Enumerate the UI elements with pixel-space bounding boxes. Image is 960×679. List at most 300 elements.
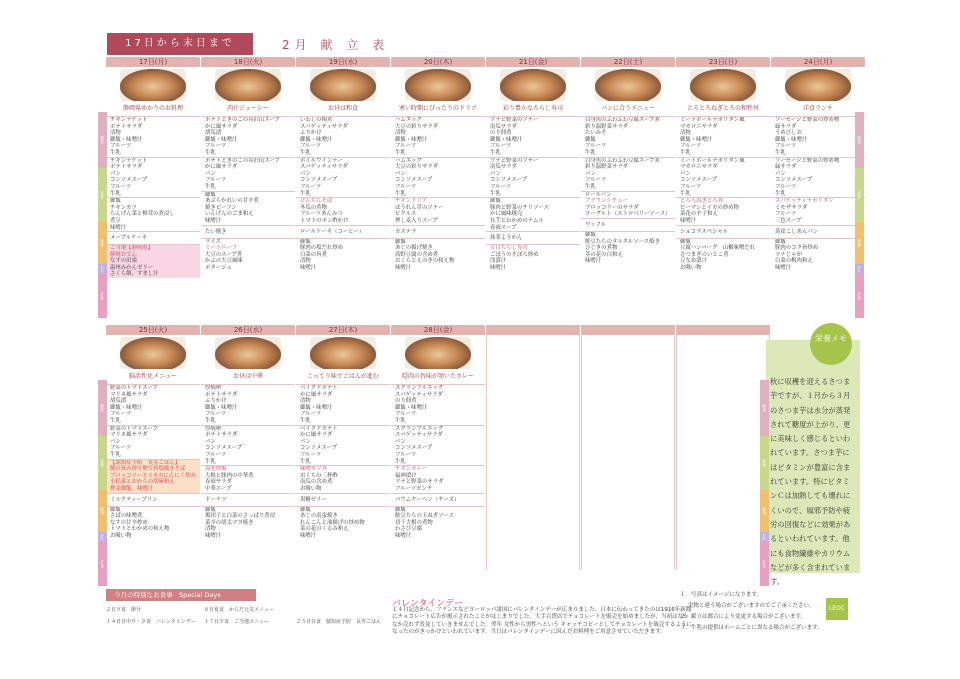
- dish-title: こってり味でごはんが進む: [307, 373, 379, 380]
- dish-title: とろとろねぎとろの和牲丼: [686, 105, 759, 112]
- menu-item: 味噌汁: [395, 264, 412, 271]
- special-day-3: １４日日中ウ・夕食 バレンタインデー: [106, 619, 196, 625]
- menu-item: 鶏団子と白菜のさっぱり煮浸: [205, 513, 276, 520]
- menu-item: かに風サラダ: [300, 432, 333, 439]
- menu-item: 牛乳: [680, 149, 691, 156]
- menu-item: パン: [205, 170, 216, 177]
- menu-item: 味噌汁: [395, 532, 412, 539]
- menu-item: フルーツ: [395, 143, 417, 150]
- meal-breakfast: [676, 116, 770, 157]
- menu-item: パン: [775, 170, 786, 177]
- meal-snack: [201, 493, 295, 506]
- menu-item: 南瓜の含め煮: [300, 479, 333, 486]
- menu-item: れんこんと油揚げの炒め物: [300, 519, 365, 526]
- dish-title: 肉汁ジューシー: [227, 105, 269, 112]
- day-date: 26日(水): [201, 325, 295, 335]
- menu-item: 三色スープ: [775, 217, 802, 224]
- day-date: 20日(木): [391, 57, 485, 67]
- menu-item: コンソメスープ: [775, 177, 813, 184]
- empty-day-column: [486, 325, 580, 570]
- special-day-1: ２日夕食 節分: [106, 607, 142, 613]
- meal-side-label: 夕食: [760, 542, 769, 586]
- menu-item: ヨーグルト（ストロベリーソース）: [585, 211, 671, 218]
- menu-item: 菜花の辛子和え: [680, 211, 718, 218]
- menu-item: ポテトサラダ: [205, 391, 238, 398]
- menu-item: けんちんそば: [300, 198, 333, 205]
- menu-item: マカロニサラダ: [680, 164, 718, 171]
- menu-item: ポテトサラダ: [205, 432, 238, 439]
- menu-item: 南瓜サラダ: [490, 123, 517, 130]
- menu-item: フルーツ: [300, 143, 322, 150]
- menu-item: 切干大根の煮物: [395, 519, 433, 526]
- menu-item: バウムクーヘン（チーズ）: [395, 496, 460, 503]
- menu-item: 御飯・味噌汁: [300, 136, 333, 143]
- dish-photo: [595, 69, 661, 101]
- menu-item: 長芋とわかめのナムル: [490, 217, 544, 224]
- menu-item: 牛乳: [490, 190, 501, 197]
- meal-snack: [771, 225, 865, 238]
- menu-item: かぶの大豆風味: [205, 258, 243, 265]
- meal-lunch: [771, 157, 865, 198]
- special-day-2: ８日夏食 からだ元気メニュー: [204, 607, 275, 613]
- menu-item: 牛乳: [585, 149, 596, 156]
- menu-item: ポテトときのこの具沢山スープ: [205, 117, 280, 123]
- menu-item: パン: [490, 170, 501, 177]
- menu-item: かに風サラダ: [205, 123, 238, 130]
- meal-side-label: 昼食: [855, 222, 864, 264]
- meal-breakfast: [771, 116, 865, 157]
- menu-item: さばの味噌煮: [110, 513, 143, 520]
- menu-item: 彩り温野菜サラダ: [585, 123, 629, 130]
- menu-item: ボイルウインナー: [300, 157, 343, 164]
- menu-item: 焼きビーフン: [205, 204, 237, 211]
- menu-item: ツナと野菜のサラダ: [395, 479, 444, 486]
- menu-item: ハムエッグ: [395, 117, 422, 123]
- dish-photo: [120, 69, 186, 101]
- menu-item: 味噌汁: [300, 532, 317, 539]
- meal-lunch: [676, 157, 770, 198]
- menu-item: 豆腐ハンバーグ 山椒味噌だれ: [680, 245, 756, 252]
- menu-item: 白身魚のふわふわ豆腐スープ煮: [585, 117, 660, 123]
- menu-item: 御飯: [300, 506, 311, 513]
- menu-item: フルーツ: [775, 211, 797, 218]
- menu-item: コンソメスープ: [205, 445, 243, 452]
- meal-supper: [296, 506, 390, 540]
- dish-photo: [310, 69, 376, 101]
- menu-item: ちんげん菜と椎茸の煮浸し: [110, 211, 175, 218]
- menu-item: 黒糖ゼリー: [300, 496, 327, 503]
- menu-item: パン: [205, 438, 216, 445]
- menu-item: 味噌カツ丼: [300, 466, 327, 473]
- menu-item: かに風サラダ: [205, 164, 238, 171]
- menu-item: コンソメスープ: [395, 445, 433, 452]
- day-column: [391, 325, 485, 539]
- menu-item: かに風サラダ: [300, 391, 333, 398]
- menu-item: あぶらかれいの甘辛煮: [205, 198, 259, 205]
- menu-item: ミートボールナポリタン風: [680, 117, 745, 123]
- menu-item: 御飯: [300, 238, 311, 245]
- meal-snack: [201, 225, 295, 238]
- menu-item: ブロッコリーとイカのにんにく炒め: [110, 472, 196, 479]
- menu-item: 御飯: [395, 506, 406, 513]
- menu-item: いんげんのごま和え: [205, 211, 254, 218]
- menu-item: マリネ風サラダ: [110, 432, 148, 439]
- dish-photo: [405, 337, 471, 369]
- menu-item: パン: [395, 438, 406, 445]
- meal-breakfast: [296, 384, 390, 425]
- empty-day-column: [676, 325, 770, 570]
- note-1: １．写真はイメージになります。: [680, 592, 762, 598]
- day-date: 24日(月): [771, 57, 865, 67]
- menu-item: スパゲッティナポリタン: [775, 198, 834, 205]
- menu-item: 豚肉のコク旨炒め: [775, 245, 819, 252]
- menu-item: 緑サラダ: [775, 123, 797, 130]
- menu-item: 牛乳: [585, 183, 596, 190]
- valentine-text: １４日記念から、フランスなどヨーロッパ諸国にバレンタインデーが広まりました。日本に伝わってきたのは1916年新聞にチョコレート広告が掲示されたことがはじまりでした。大手百貨店でチョコレートを販売を始めましたが、当初はなかなか売れず普及していきませんでした。翌年 女性から男性へという キャッチコピーとしてチョコレートを販売するようになったのがきっかけといわれています。当日はバレンタインデーに因んだお料理をご用意させていただきます。: [392, 607, 692, 636]
- day-date: 21日(金): [486, 57, 580, 67]
- menu-item: 牛乳: [395, 458, 406, 465]
- menu-item: フルーツ: [110, 411, 132, 418]
- menu-item: 牛乳: [775, 149, 786, 156]
- menu-item: ソーセージと野菜の炒め物: [775, 157, 840, 164]
- day-date: 23日(日): [676, 57, 770, 67]
- menu-item: フルーツ: [205, 177, 227, 184]
- menu-item: いわしの梅煮: [300, 117, 333, 123]
- meal-breakfast: [391, 384, 485, 425]
- menu-item: ベイクドポテト: [300, 425, 338, 432]
- menu-item: 豚肉と野菜のチリソース: [490, 204, 550, 211]
- menu-item: 御飯・味噌汁: [775, 136, 808, 143]
- note-1b: 実物と違う場合がございますのでご了承ください。: [688, 603, 815, 609]
- menu-item: 牛乳: [395, 149, 406, 156]
- menu-item: ピクルス: [395, 211, 417, 218]
- meal-breakfast: [486, 116, 580, 157]
- menu-item: 味噌汁: [680, 217, 697, 224]
- menu-item: 清物: [300, 258, 311, 265]
- day-date: 28日(金): [391, 325, 485, 335]
- dish-photo: [785, 69, 851, 101]
- menu-item: スパゲッティサラダ: [300, 123, 348, 130]
- menu-item: フルーツ: [300, 411, 322, 418]
- dish-photo: [215, 69, 281, 101]
- menu-item: トマトとわかめの和え物: [110, 526, 170, 533]
- menu-item: たいみそ: [585, 130, 607, 137]
- menu-item: ライス: [205, 238, 221, 245]
- menu-item: チキンカツ: [110, 204, 137, 211]
- menu-item: 中華スープ: [205, 485, 232, 492]
- meal-side-label: 昼食: [760, 490, 769, 532]
- dish-title: 隠肉の旨味が効いたカレー: [401, 373, 474, 380]
- menu-item: 鮭豆たらのタルタルソース焼き: [585, 238, 660, 245]
- menu-item: チキンカレー: [395, 466, 428, 473]
- menu-item: 御飯・味噌汁: [680, 136, 713, 143]
- menu-item: 清物: [205, 526, 216, 533]
- menu-item: 緑サラダ: [775, 164, 797, 171]
- menu-item: 牛乳: [300, 190, 311, 197]
- menu-item: パン: [110, 170, 121, 177]
- menu-item: トマトのポン酢かけ: [300, 217, 349, 224]
- menu-item: 胡瓜漬: [110, 398, 127, 405]
- meal-supper: [201, 506, 295, 540]
- day-date: 18日(火): [201, 57, 295, 67]
- meal-side-label: おやつ: [753, 533, 767, 541]
- meal-snack: [106, 231, 200, 244]
- dish-photo: [120, 337, 186, 369]
- meal-supper: [581, 231, 675, 265]
- meal-supper: [106, 244, 200, 278]
- menu-item: ロールケーキ（コーヒー）: [300, 228, 365, 235]
- meal-dinner: [676, 197, 770, 224]
- day-column: [676, 57, 770, 271]
- meal-dinner: [771, 197, 865, 224]
- meal-side-label: 昼食: [98, 436, 107, 490]
- menu-item: ミモザサラダ: [775, 204, 808, 211]
- menu-item: ソーセージと野菜の炒め物: [775, 117, 840, 123]
- meal-dinner: [106, 197, 200, 231]
- menu-item: 白菜の梅肉和え: [775, 258, 813, 265]
- menu-item: 御飯: [395, 238, 406, 245]
- menu-item: ふりかけ: [300, 130, 322, 137]
- menu-item: フルーツ: [300, 183, 322, 190]
- meal-snack: [296, 225, 390, 238]
- menu-item: ドーナツ: [205, 496, 227, 503]
- meal-supper: [201, 238, 295, 272]
- menu-item: 牛乳: [680, 190, 691, 197]
- menu-item: おくらの三杯酢: [300, 472, 338, 479]
- day-date: 19日(水): [296, 57, 390, 67]
- meal-breakfast: [391, 116, 485, 157]
- menu-item: フルーツ: [490, 143, 512, 150]
- menu-item: ひじきの煮物: [585, 245, 618, 252]
- day-date: 25日(火): [106, 325, 200, 335]
- menu-item: パン: [680, 170, 691, 177]
- menu-item: ポタージュ: [205, 264, 232, 271]
- meal-breakfast: [581, 116, 675, 157]
- menu-item: ごぼうのそぼろ炒め: [490, 251, 539, 258]
- menu-item: 御飯: [490, 198, 501, 205]
- menu-item: 牛乳: [395, 417, 406, 424]
- meal-snack: [296, 493, 390, 506]
- menu-item: パン: [300, 438, 311, 445]
- menu-item: さつまぎのいとこ煮: [680, 251, 729, 258]
- special-day-5: ２５日昼食 脳知症予防 長寿ごはん: [296, 619, 382, 625]
- meal-supper: [391, 238, 485, 272]
- menu-item: コンソメスープ: [300, 177, 338, 184]
- meal-supper: [676, 238, 770, 272]
- menu-item: ミートローフ: [205, 245, 238, 252]
- menu-item: 御飯: [680, 238, 691, 245]
- menu-item: ブロッコリーのサラダ: [585, 204, 639, 211]
- menu-item: 御飯: [585, 136, 596, 143]
- menu-item: 清物: [300, 398, 311, 405]
- menu-item: コンソメスープ: [110, 177, 148, 184]
- menu-item: スパゲッティサラダ: [395, 391, 443, 398]
- menu-item: 白身魚のふわふわ豆腐スープ煮: [585, 157, 660, 164]
- menu-item: うめびしお: [775, 130, 802, 137]
- menu-item: フルーツ: [490, 183, 512, 190]
- menu-item: 海老炒飯: [205, 466, 227, 473]
- menu-item: 味噌汁: [300, 264, 317, 271]
- menu-item: フルーツ: [775, 143, 797, 150]
- menu-item: フルーツあんみつ: [300, 211, 343, 218]
- dish-title: 静岡県ゆかりのお料理: [122, 105, 183, 112]
- meal-breakfast: [106, 384, 200, 425]
- meal-side-label: 朝食: [98, 112, 107, 168]
- menu-item: スクランブルエッグ: [395, 385, 444, 391]
- menu-item: 菜辛の胡太マヨ焼き: [205, 519, 254, 526]
- dish-title: 彩り豊かなちらし寿司: [502, 105, 563, 112]
- meal-lunch: [106, 157, 200, 198]
- menu-item: 小松菜とおからの胡麻和え: [110, 479, 175, 486]
- menu-item: コンソメスープ: [300, 445, 338, 452]
- menu-item: わさび豆腐: [395, 526, 422, 533]
- dish-title: お昼は和食: [327, 105, 358, 112]
- menu-item: ほうれん草のソテー: [395, 204, 444, 211]
- menu-item: かに風味焼売: [490, 211, 523, 218]
- menu-item: 御飯: [585, 231, 596, 238]
- menu-item: 御飯・味噌汁: [300, 404, 333, 411]
- meal-snack: [676, 225, 770, 238]
- meal-side-label: 昼食: [98, 222, 107, 264]
- menu-item: 春雨サラダ: [205, 479, 232, 486]
- meal-snack: [581, 218, 675, 231]
- menu-item: 【認知症予防 長寿ごはん】: [110, 459, 181, 466]
- meal-breakfast: [201, 116, 295, 157]
- menu-item: 静岡おでん: [110, 251, 137, 258]
- meal-supper: [296, 238, 390, 272]
- menu-item: のり佃煮: [395, 398, 417, 405]
- meal-side-label: 夕食: [855, 274, 864, 318]
- note-3: ３．牛乳の提供はホームごとに異なる場合がございます。: [680, 625, 823, 631]
- menu-item: 御飯・味噌汁: [395, 404, 428, 411]
- menu-item: 鮭豆たらの玉ねぎソース: [395, 513, 455, 520]
- menu-item: チキンナゲット: [110, 117, 148, 123]
- menu-item: フルーツ: [585, 177, 607, 184]
- meal-side-label: 昼食: [855, 168, 864, 222]
- meal-lunch: [201, 157, 295, 191]
- meal-lunch: [106, 425, 200, 459]
- menu-item: 味噌汁: [585, 258, 602, 265]
- menu-item: パン: [300, 170, 311, 177]
- dish-title: お昼は中華: [232, 373, 263, 380]
- meal-dinner: [391, 197, 485, 224]
- menu-item: 大豆のスープ煮: [205, 251, 243, 258]
- menu-item: 彩り温野菜サラダ: [585, 164, 629, 171]
- menu-item: 冬瓜の煮物: [300, 204, 327, 211]
- menu-item: お吸い物: [110, 532, 132, 539]
- day-column: [296, 325, 390, 539]
- meal-side-label: 朝食: [98, 380, 107, 436]
- menu-item: ポテトサラダ: [110, 164, 143, 171]
- menu-item: 抹茶ようかん: [490, 235, 523, 242]
- meal-lunch: [391, 157, 485, 198]
- menu-item: 大豆の彩りサラダ: [395, 164, 439, 171]
- menu-item: 御飯・味噌汁: [490, 136, 523, 143]
- menu-item: フルーツ: [300, 451, 322, 458]
- meal-breakfast: [296, 116, 390, 157]
- meal-supper: [486, 244, 580, 271]
- menu-item: 牛乳: [775, 190, 786, 197]
- menu-item: 牛乳: [205, 149, 216, 156]
- menu-item: 大豆の彩りサラダ: [395, 123, 439, 130]
- menu-item: スパゲッティサラダ: [300, 164, 348, 171]
- menu-item: 牛乳: [490, 149, 501, 156]
- menu-item: 味噌汁: [775, 264, 792, 271]
- menu-item: 御飯・味噌汁: [110, 136, 143, 143]
- menu-item: 清物: [395, 130, 406, 137]
- menu-item: 御飯: [775, 238, 786, 245]
- day-date: 22日(土): [581, 57, 675, 67]
- menu-item: あじの南蛮焼き: [300, 513, 338, 520]
- memo-text: 秋に収穫を迎えるさつま芋ですが、１月から３月のさつま芋は水分が蒸発されて糖度が上がり、更に美味しく感じるといわれています。さつま芋にはビタミンが豊富に含まれています。特にビタミンＣは加熱しても壊れにくいので、風邪予防や疲労の回復などに効果があるといわれています。他にも食物繊維やカリウムなどが多く含まれています。: [770, 377, 851, 587]
- meal-dinner: [201, 191, 295, 225]
- menu-item: お吸い物: [300, 485, 322, 492]
- menu-item: 鯖の旨み炒り卵で旨塩焼きそば: [110, 466, 186, 473]
- menu-item: チキンナゲット: [110, 157, 148, 164]
- leoc-logo: LEOC: [826, 598, 848, 620]
- menu-item: ふりかけ: [205, 398, 227, 405]
- menu-item: 牛乳: [110, 417, 121, 424]
- menu-item: なすの甘辛炒め: [110, 519, 148, 526]
- menu-item: さくら餅、すまし汁: [110, 271, 159, 278]
- meal-snack: [391, 493, 485, 506]
- meal-lunch: [296, 425, 390, 466]
- dish-photo: [310, 337, 376, 369]
- meal-lunch: [296, 157, 390, 198]
- special-day-4: １７日夕食 ご当地メニュー: [204, 619, 270, 625]
- menu-item: フルーツ: [585, 143, 607, 150]
- menu-item: 厚焼卵: [205, 425, 222, 432]
- menu-item: マカロニサラダ: [680, 123, 718, 130]
- menu-item: 五目ちらし寿司: [490, 245, 528, 252]
- meal-side-label: おやつ: [91, 265, 105, 273]
- menu-item: カステラ: [395, 228, 417, 235]
- meal-breakfast: [201, 384, 295, 425]
- menu-item: フルーツ: [775, 183, 797, 190]
- menu-item: 春雨スープ: [490, 224, 517, 231]
- menu-item: ミートボールナポリタン風: [680, 157, 745, 164]
- menu-item: パン: [110, 438, 121, 445]
- day-column: [201, 57, 295, 271]
- menu-item: 豚肉の塩だれ炒め: [300, 245, 344, 252]
- memo-badge: 栄養メモ: [810, 323, 852, 365]
- menu-item: なすの田楽: [110, 258, 137, 265]
- menu-item: マリネ風サラダ: [110, 391, 148, 398]
- menu-item: ピーマンとイカの炒め物: [680, 204, 739, 211]
- menu-item: 厚焼卵: [205, 385, 222, 391]
- dish-title: 脳活性化メニュー: [128, 373, 177, 380]
- meal-lunch: [391, 425, 485, 466]
- day-column: [201, 325, 295, 539]
- meal-side-label: 昼食: [98, 168, 107, 222]
- menu-item: 高野豆腐の含め煮: [395, 251, 439, 258]
- meal-side-label: 朝食: [760, 380, 769, 436]
- menu-item: 大根と豚肉の中華煮: [205, 472, 254, 479]
- menu-item: のり佃煮: [490, 130, 512, 137]
- menu-item: フルーツ: [205, 143, 227, 150]
- meal-lunch: [201, 425, 295, 466]
- meal-dinner: [486, 197, 580, 231]
- menu-item: 御飯: [110, 198, 121, 205]
- menu-item: 南瓜サラダ: [490, 164, 517, 171]
- menu-item: ブラウンシチュー: [585, 198, 628, 205]
- day-column: [296, 57, 390, 271]
- menu-item: 御飯・味噌汁: [205, 136, 238, 143]
- menu-item: フルーツ: [395, 411, 417, 418]
- meal-dinner: [581, 191, 675, 218]
- menu-item: 牛乳: [110, 451, 121, 458]
- menu-item: ツナと野菜のソテー: [490, 157, 539, 164]
